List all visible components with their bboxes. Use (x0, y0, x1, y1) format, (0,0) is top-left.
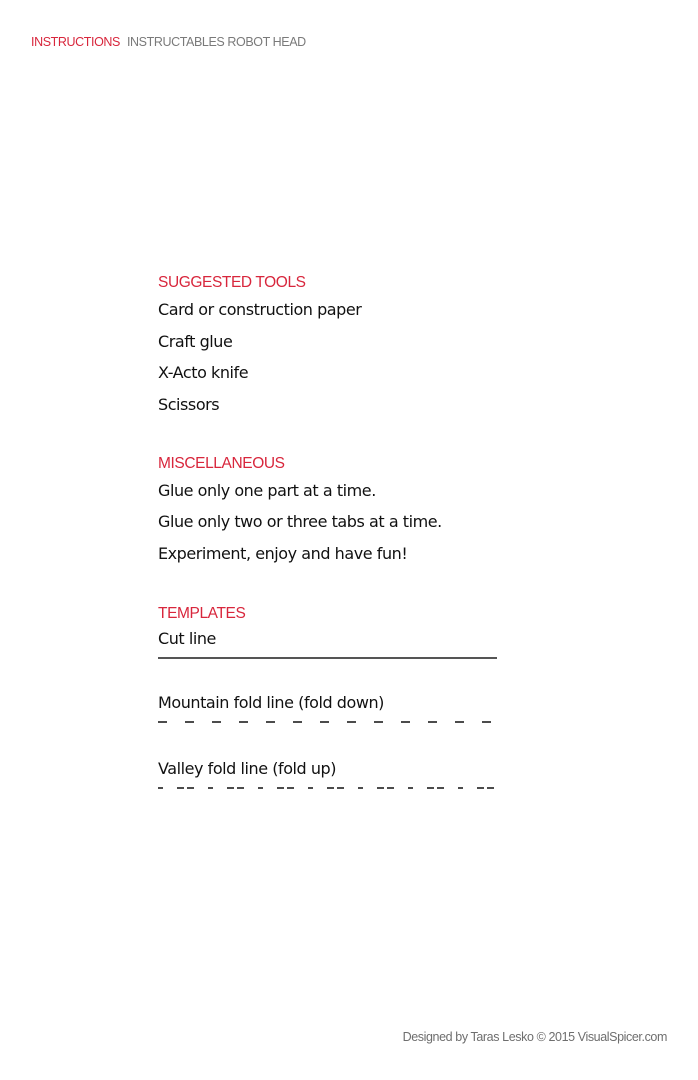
header-tag: INSTRUCTIONS (31, 35, 120, 49)
section-spacer (158, 421, 498, 453)
misc-item: Experiment, enjoy and have fun! (158, 544, 408, 564)
miscellaneous-section (158, 453, 498, 570)
section-title-misc: MISCELLANEOUS (158, 454, 285, 472)
misc-item: Glue only two or three tabs at a time. (158, 512, 442, 532)
section-title-tools: SUGGESTED TOOLS (158, 274, 306, 291)
tool-item: X-Acto knife (158, 363, 249, 383)
templates-section (158, 603, 498, 793)
mountain-fold-line-sample (158, 717, 497, 727)
misc-item: Glue only one part at a time. (158, 480, 376, 500)
page-header (31, 35, 306, 49)
tool-item: Craft glue (158, 331, 233, 351)
cut-line-sample (158, 653, 497, 663)
cut-line-label: Cut line (158, 628, 216, 648)
mountain-fold-label: Mountain fold line (fold down) (158, 692, 384, 712)
section-spacer (158, 570, 498, 603)
document-title: INSTRUCTABLES ROBOT HEAD (126, 35, 306, 49)
section-title-templates: TEMPLATES (158, 604, 246, 622)
tool-item: Card or construction paper (158, 300, 362, 319)
valley-fold-line-sample (158, 783, 497, 793)
valley-fold-label: Valley fold line (fold up) (158, 758, 337, 778)
tool-item: Scissors (158, 395, 220, 415)
instructions-content (158, 272, 498, 793)
suggested-tools-section (158, 272, 498, 421)
footer-credit: Designed by Taras Lesko © 2015 VisualSpicer.com (402, 1030, 667, 1044)
